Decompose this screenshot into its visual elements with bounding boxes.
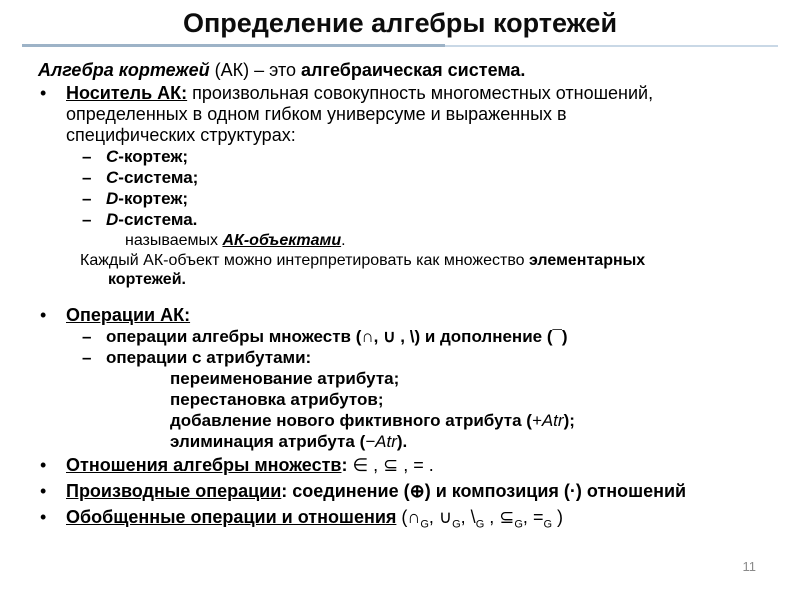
generalized-sub: G	[514, 518, 523, 531]
generalized-sub: G	[543, 518, 553, 531]
relations-symbols: ∈ , ⊆ , = .	[352, 455, 434, 475]
title-divider-left-segment	[22, 44, 445, 47]
list-item-var: C	[106, 168, 119, 187]
slide-title: Определение алгебры кортежей	[182, 8, 618, 38]
derived-label: Производные операции	[66, 481, 282, 501]
page-number: 11	[742, 559, 756, 574]
attr-op-text: переименование атрибута;	[170, 369, 400, 388]
derived-rest: : соединение (⊕) и композиция (·) отношений	[281, 481, 687, 501]
generalized-sep: ,	[522, 507, 533, 527]
intro-line	[38, 60, 774, 81]
set-operations-text: операции алгебры множеств (∩, ∪ , \) и дополнение (¯)	[106, 327, 568, 346]
generalized-sub: G	[452, 518, 461, 531]
relations-sep: :	[341, 455, 353, 475]
title-divider-right-segment	[445, 45, 778, 47]
list-item-d-system	[0, 209, 800, 230]
slide-body	[0, 60, 800, 538]
list-item-rest: -система;	[118, 168, 199, 187]
list-item-var: D	[106, 210, 119, 229]
attr-operations-label: операции с атрибутами:	[106, 348, 312, 367]
bullet-carrier	[0, 83, 800, 146]
generalized-close-paren: )	[552, 507, 564, 527]
attr-op-add-fictitious	[170, 410, 800, 431]
attr-op-post: ).	[396, 432, 408, 451]
note-pre: Каждый АК-объект можно интерпретировать как множество	[80, 252, 529, 269]
called-post: .	[341, 232, 346, 249]
list-item-d-tuple	[0, 188, 800, 209]
generalized-sep: ,	[428, 507, 439, 527]
list-item-c-tuple	[0, 146, 800, 167]
generalized-label: Обобщенные операции и отношения	[66, 507, 397, 527]
list-item-rest: -кортеж;	[118, 189, 189, 208]
attr-op-var: −Atr	[365, 432, 397, 451]
bullet-derived	[0, 479, 800, 504]
list-item-rest: -кортеж;	[118, 147, 189, 166]
attr-op-var: +Atr	[531, 411, 564, 430]
generalized-sym-equal: =	[532, 507, 544, 527]
generalized-sym-intersect: ∩	[407, 507, 421, 527]
intro-mid: (АК) – это	[209, 60, 301, 80]
generalized-sep: ,	[460, 507, 471, 527]
carrier-text-line3: специфических структурах:	[66, 125, 296, 145]
called-line	[125, 231, 800, 251]
carrier-label: Носитель АК:	[66, 83, 188, 103]
carrier-text-line1: произвольная совокупность многоместных отношений,	[187, 83, 654, 103]
generalized-sym-union: ∪	[438, 507, 453, 527]
intro-term: Алгебра кортежей	[38, 60, 210, 80]
carrier-text-line2: определенных в одном гибком универсуме и выраженных в	[66, 104, 567, 124]
called-term: АК-объектами	[222, 232, 342, 249]
list-item-var: D	[106, 189, 119, 208]
generalized-sym-diff: \	[470, 507, 476, 527]
bullet-relations	[0, 453, 800, 478]
generalized-sym-subset: ⊆	[499, 507, 515, 527]
attr-op-text: добавление нового фиктивного атрибута (	[170, 411, 532, 430]
attr-op-post: );	[563, 411, 575, 430]
bullet-operations	[0, 305, 800, 326]
generalized-sep: ,	[484, 507, 500, 527]
operations-label: Операции АК:	[66, 305, 191, 325]
attr-op-eliminate	[170, 431, 800, 452]
list-item-rest: -система.	[118, 210, 198, 229]
note-bold-cont: кортежей.	[108, 271, 186, 288]
title-divider	[22, 44, 778, 48]
called-pre: называемых	[125, 232, 223, 249]
list-item-var: C	[106, 147, 119, 166]
attr-op-text: элиминация атрибута (	[170, 432, 366, 451]
note-line	[80, 251, 800, 289]
attr-op-text: перестановка атрибутов;	[170, 390, 384, 409]
bullet-generalized	[0, 505, 800, 538]
list-item-set-operations	[0, 326, 800, 347]
intro-emphasis: алгебраическая система.	[301, 60, 526, 80]
attr-op-rename	[170, 368, 800, 389]
relations-label: Отношения алгебры множеств	[66, 455, 342, 475]
list-item-attr-operations	[0, 347, 800, 368]
generalized-sub: G	[475, 518, 485, 531]
list-item-c-system	[0, 167, 800, 188]
note-bold: элементарных	[528, 252, 646, 269]
generalized-sub: G	[420, 518, 429, 531]
attr-op-permute	[170, 389, 800, 410]
generalized-open-paren: (	[396, 507, 408, 527]
